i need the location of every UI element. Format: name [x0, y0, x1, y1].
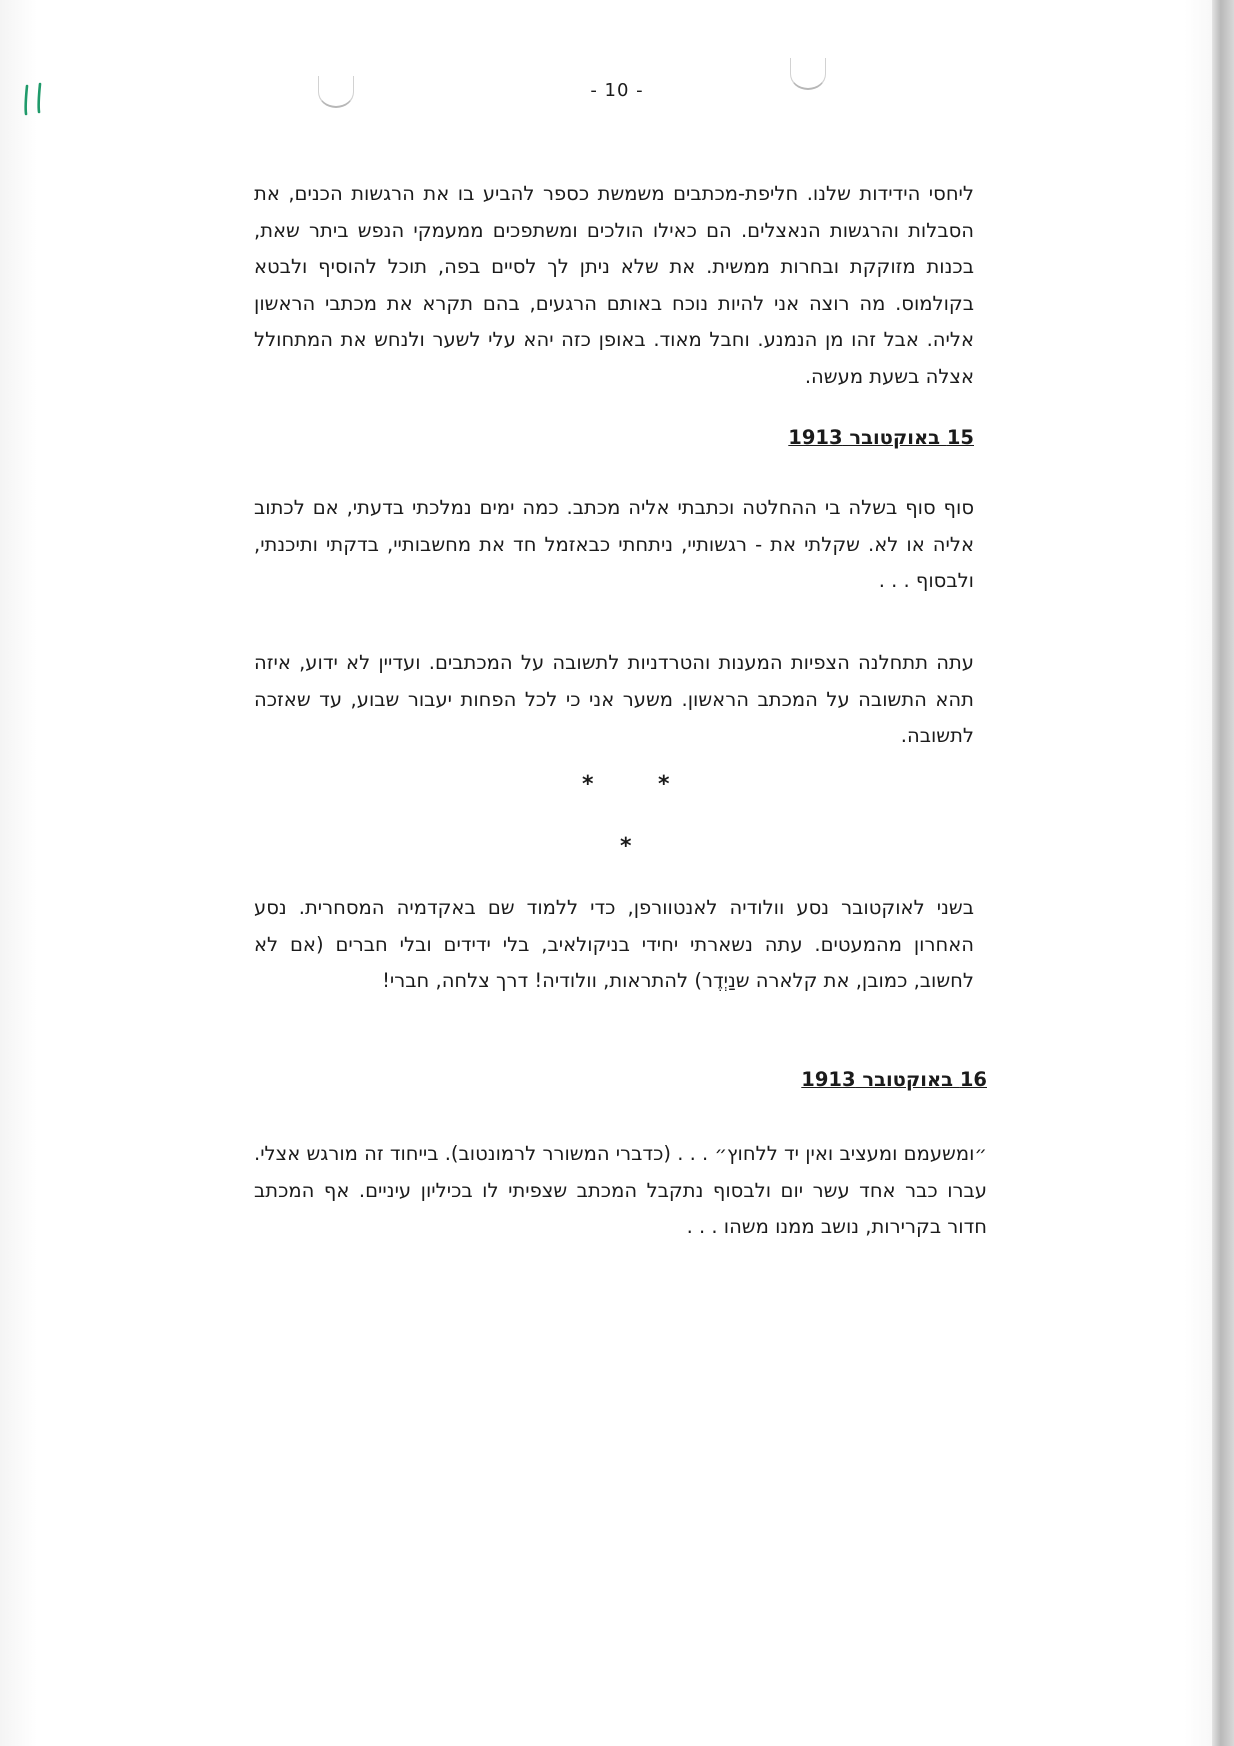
page-number: - 10 -	[590, 80, 644, 101]
section-separator-star: *	[658, 772, 670, 797]
paragraph-text: עתה תתחלנה הצפיות המענות והטרדניות לתשובה על המכתבים. ועדיין לא ידוע, איזה תהא התשובה על המכתב הראשון. משער אני כי לכל הפחות יעבור שבוע, עד שאזכה לתשובה.	[254, 651, 974, 747]
paragraph-text: בשני לאוקטובר נסע וולודיה לאנטוורפן, כדי ללמוד שם באקדמיה המסחרית. נסע האחרון מהמעטים. עתה נשארתי יחידי בניקולאיב, בלי ידידים ובלי חברים (אם לא לחשוב, כמובן, את קלארה שנַיְדֶר) להתראות, וולודיה! דרך צלחה, חברי!	[254, 896, 974, 992]
paragraph-text: ליחסי הידידות שלנו. חליפת-מכתבים משמשת כספר להביע בו את הרגשות הכנים, את הסבלות והרגשות הנאצלים. הם כאילו הולכים ומשתפכים ממעמקי הנפש ביתר שאת, בכנות מזוקקת ובחרות ממשית. את שלא ניתן לך לסיים בפה, תוכל להוסיף ולבטא בקולמוס. מה רוצה אני להיות נוכח באותם הרגעים, בהם תקרא את מכתבי הראשון אליה. אבל זהו מן הנמנע. וחבל מאוד. באופן כזה יהא עלי לשער ולנחש את המתחולל אצלה בשעת מעשה.	[254, 182, 974, 388]
paragraph-2	[254, 490, 974, 600]
date-heading-2: 16 באוקטובר 1913	[801, 1068, 987, 1091]
paragraph-5	[254, 1136, 987, 1246]
paragraph-4	[254, 890, 974, 1000]
paragraph-text: סוף סוף בשלה בי ההחלטה וכתבתי אליה מכתב. כמה ימים נמלכתי בדעתי, אם לכתוב אליה או לא. שקלתי את - רגשותיי, ניתחתי כבאזמל חד את מחשבותיי, בדקתי ותיכנתי, ולבסוף . . .	[254, 496, 974, 592]
paper-edge-shadow	[1212, 0, 1234, 1746]
paragraph-text: ״ומשעמם ומעציב ואין יד ללחוץ״ . . . (כדברי המשורר לרמונטוב). בייחוד זה מורגש אצלי. עברו כבר אחד עשר יום ולבסוף נתקבל המכתב שצפיתי לו בכיליון עיניים. אף המכתב חדור בקרירות, נושב ממנו משהו . . .	[254, 1142, 987, 1238]
section-separator-star: *	[582, 772, 594, 797]
paragraph-1	[254, 176, 974, 395]
date-heading-1: 15 באוקטובר 1913	[788, 426, 974, 449]
paragraph-3	[254, 645, 974, 755]
section-separator-star: *	[620, 834, 632, 859]
